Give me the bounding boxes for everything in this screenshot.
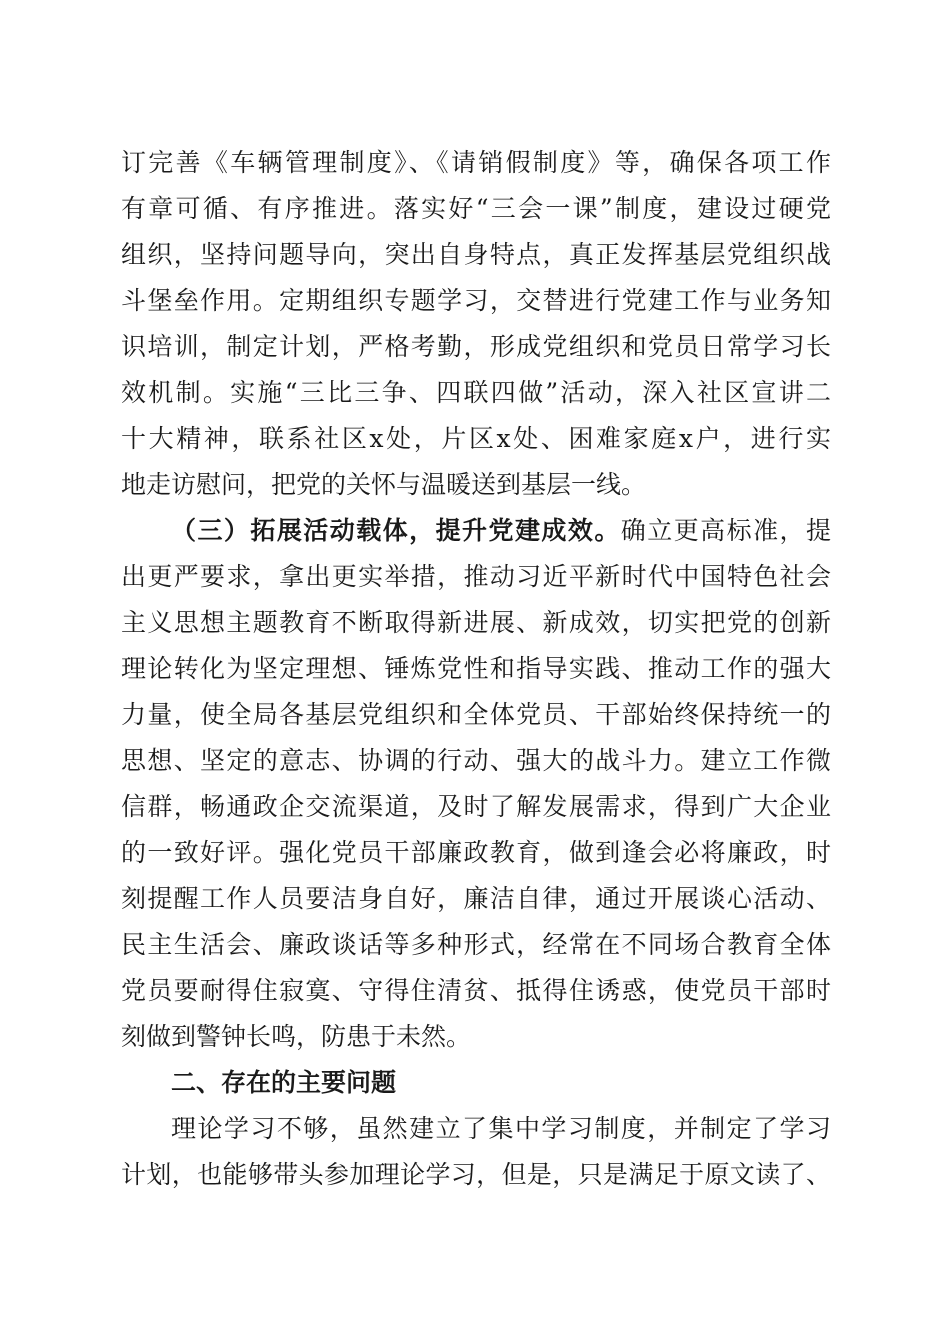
text-line: 出更严要求，拿出更实举措，推动习近平新时代中国特色社会: [121, 562, 831, 591]
text-span: 确立更高标准，提: [620, 516, 831, 545]
text-line: 的一致好评。强化党员干部廉政教育，做到逢会必将廉政，时: [121, 838, 831, 867]
section-lead-line: [171, 511, 831, 551]
text-line: 组织，坚持问题导向，突出自身特点，真正发挥基层党组织战: [121, 240, 831, 269]
text-line: 有章可循、有序推进。落实好“三会一课”制度，建设过硬党: [121, 194, 831, 223]
text-line: 斗堡垒作用。定期组织专题学习，交替进行党建工作与业务知: [121, 286, 831, 315]
text-line: 主义思想主题教育不断取得新进展、新成效，切实把党的创新: [121, 608, 831, 637]
text-line: 地走访慰问，把党的关怀与温暖送到基层一线。: [121, 470, 647, 499]
text-line: 订完善《车辆管理制度》、《请销假制度》等，确保各项工作: [121, 148, 831, 177]
text-line: 信群，畅通政企交流渠道，及时了解发展需求，得到广大企业: [121, 792, 831, 821]
text-line: 识培训，制定计划，严格考勤，形成党组织和党员日常学习长: [121, 332, 831, 361]
text-line: 理论学习不够，虽然建立了集中学习制度，并制定了学习: [171, 1114, 831, 1143]
section-subheading: （三）拓展活动载体，提升党建成效。: [171, 516, 621, 545]
text-line: 刻提醒工作人员要洁身自好，廉洁自律，通过开展谈心活动、: [121, 884, 831, 913]
text-line: 力量，使全局各基层党组织和全体党员、干部始终保持统一的: [121, 700, 831, 729]
text-line: 党员要耐得住寂寞、守得住清贫、抵得住诱惑，使党员干部时: [121, 976, 831, 1005]
text-line: 效机制。实施“三比三争、四联四做”活动，深入社区宣讲二: [121, 378, 831, 407]
section-heading: 二、存在的主要问题: [171, 1068, 397, 1097]
text-line: 民主生活会、廉政谈话等多种形式，经常在不同场合教育全体: [121, 930, 831, 959]
text-line: 计划，也能够带头参加理论学习，但是，只是满足于原文读了、: [121, 1160, 831, 1189]
text-line: 刻做到警钟长鸣，防患于未然。: [121, 1022, 472, 1051]
text-line: 思想、坚定的意志、协调的行动、强大的战斗力。建立工作微: [121, 746, 831, 775]
text-line: 十大精神，联系社区x处，片区x处、困难家庭x户，进行实: [121, 424, 831, 453]
text-line: 理论转化为坚定理想、锤炼党性和指导实践、推动工作的强大: [121, 654, 831, 683]
